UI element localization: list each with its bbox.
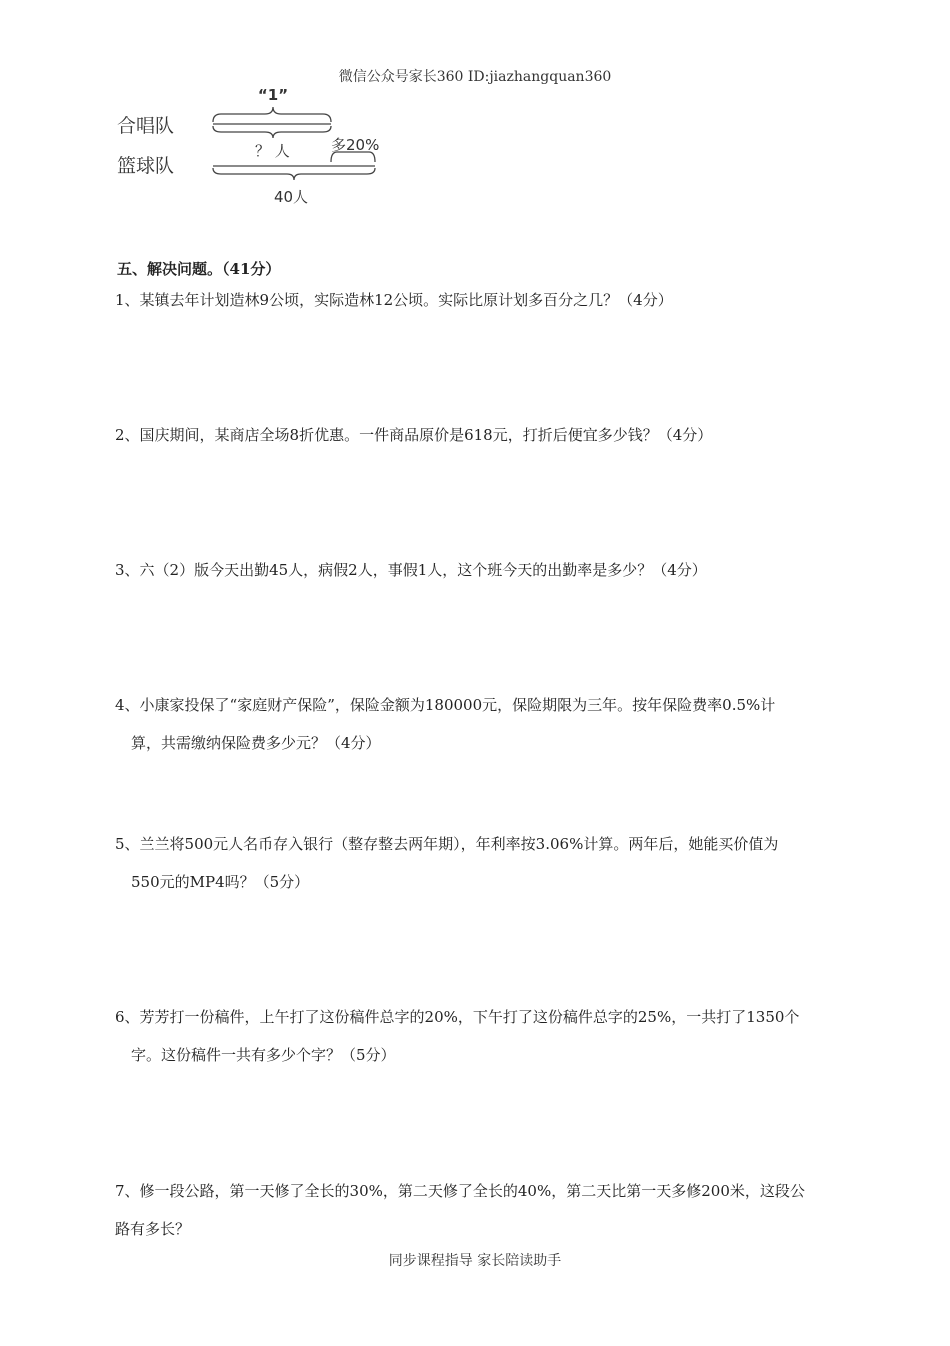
question-text: 3、六（2）版今天出勤45人，病假2人，事假1人，这个班今天的出勤率是多少？（4分） <box>115 561 707 579</box>
more-label: 多20% <box>331 136 380 154</box>
total-label: 40人 <box>273 188 309 206</box>
question-text: 7、修一段公路，第一天修了全长的30%，第二天修了全长的40%，第二天比第一天多修200米，这段公 <box>115 1182 805 1200</box>
question-text: 1、某镇去年计划造林9公顷，实际造林12公顷。实际比原计划多百分之几？（4分） <box>115 291 673 309</box>
top-brace <box>213 107 331 122</box>
footer-text: 同步课程指导 家长陪读助手 <box>388 1253 562 1269</box>
question-text-continued: 路有多长？ <box>115 1220 191 1238</box>
header-watermark: 微信公众号家长360 ID:jiazhangquan360 <box>338 69 612 85</box>
question-text: 4、小康家投保了“家庭财产保险”，保险金额为180000元，保险期限为三年。按年保险费率0.5%计 <box>115 696 776 714</box>
question-text: 2、国庆期间，某商店全场8折优惠。一件商品原价是618元，打折后便宜多少钱？（4分） <box>115 426 713 444</box>
unit-label: “1” <box>257 86 289 104</box>
row2-label: 篮球队 <box>117 155 175 177</box>
question-text-continued: 字。这份稿件一共有多少个字？（5分） <box>131 1046 396 1064</box>
question-text-continued: 算，共需缴纳保险费多少元？（4分） <box>131 734 381 752</box>
question-text: 5、兰兰将500元人名币存入银行（整存整去两年期），年利率按3.06%计算。两年后，她能买价值为 <box>115 835 779 853</box>
question-7 <box>115 1172 840 1248</box>
question-2 <box>115 416 840 454</box>
question-text-continued: 550元的MP4吗？（5分） <box>131 873 310 891</box>
question-1 <box>115 281 840 319</box>
line-segment-diagram <box>105 82 405 212</box>
total-brace <box>213 168 375 180</box>
question-5 <box>115 825 840 901</box>
question-4 <box>115 686 840 762</box>
choir-bottom-brace <box>213 126 331 138</box>
question-6 <box>115 998 840 1074</box>
question-3 <box>115 551 840 589</box>
section-title: 五、解决问题。（41分） <box>117 260 281 278</box>
row1-label: 合唱队 <box>117 115 175 137</box>
unknown-label: ？ 人 <box>255 142 290 160</box>
question-text: 6、芳芳打一份稿件，上午打了这份稿件总字的20%，下午打了这份稿件总字的25%，一共打了1350个 <box>115 1008 800 1026</box>
